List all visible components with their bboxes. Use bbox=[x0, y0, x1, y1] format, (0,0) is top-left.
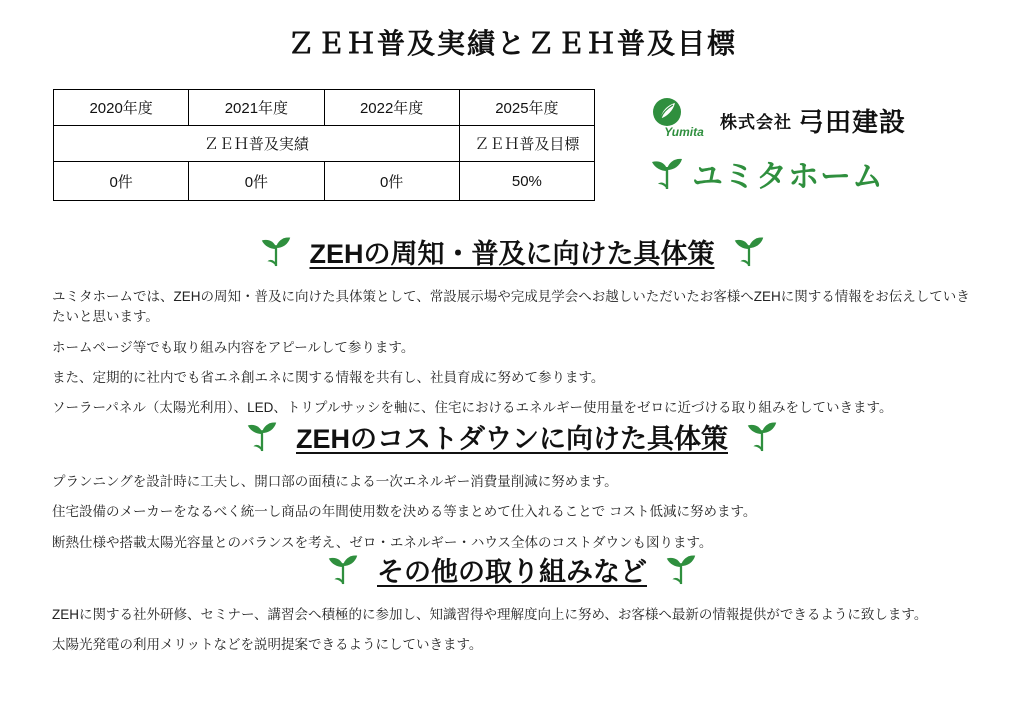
sprout-icon bbox=[744, 415, 780, 458]
sprout-icon bbox=[258, 230, 294, 273]
section-awareness-body bbox=[0, 287, 1024, 418]
yumita-logo-mark bbox=[648, 97, 720, 143]
table-cell-value-2: 0件 bbox=[189, 162, 324, 201]
leaf-circle-icon bbox=[652, 97, 682, 127]
section-cost-title: ZEHのコストダウンに向けた具体策 bbox=[296, 424, 728, 454]
section-other-title: その他の取り組みなど bbox=[377, 557, 647, 587]
table-row-labels bbox=[54, 126, 595, 162]
table-cell-label-results: ＺＥＨ普及実績 bbox=[54, 126, 460, 162]
page-title: ＺＥＨ普及実績とＺＥＨ普及目標 bbox=[286, 28, 737, 59]
sprout-icon bbox=[731, 230, 767, 273]
paragraph: 断熱仕様や搭載太陽光容量とのバランスを考え、ゼロ・エネルギー・ハウス全体のコストダウンも図ります。 bbox=[52, 534, 713, 550]
sprout-icon bbox=[244, 415, 280, 458]
section-cost bbox=[0, 415, 1024, 563]
paragraph: ユミタホームでは、ZEHの周知・普及に向けた具体策として、常設展示場や完成見学会へお越しいただいたお客様へZEHに関する情報をお伝えしていきたいと思います。 bbox=[52, 289, 970, 325]
section-awareness-title: ZEHの周知・普及に向けた具体策 bbox=[309, 239, 715, 269]
sprout-icon bbox=[663, 548, 699, 591]
zeh-results-table bbox=[53, 89, 595, 201]
table-cell-year-1: 2020年度 bbox=[54, 90, 189, 126]
corporation-name: 弓田建設 bbox=[798, 106, 907, 137]
paragraph: 太陽光発電の利用メリットなどを説明提案できるようにしていきます。 bbox=[52, 637, 483, 653]
company-logo-block bbox=[648, 96, 948, 206]
paragraph: ホームページ等でも取り組み内容をアピールして参ります。 bbox=[52, 339, 415, 355]
yumita-mark-text: Yumita bbox=[664, 125, 704, 139]
section-other bbox=[0, 548, 1024, 666]
paragraph: ZEHに関する社外研修、セミナー、講習会へ積極的に参加し、知識習得や理解度向上に努め、お客様へ最新の情報提供ができるように致します。 bbox=[52, 607, 928, 622]
table-row-years bbox=[54, 90, 595, 126]
paragraph: 住宅設備のメーカーをなるべく統一し商品の年間使用数を決める等まとめて仕入れることで コスト低減に努めます。 bbox=[52, 504, 757, 520]
table-cell-value-4: 50% bbox=[459, 162, 594, 201]
section-other-heading-row bbox=[0, 548, 1024, 591]
brand-name-row bbox=[648, 148, 948, 198]
company-name-row bbox=[648, 96, 948, 144]
table-cell-year-2: 2021年度 bbox=[189, 90, 324, 126]
paragraph: また、定期的に社内でも省エネ創エネに関する情報を共有し、社員育成に努めて参ります。 bbox=[52, 369, 605, 385]
section-cost-heading-row bbox=[0, 415, 1024, 458]
sprout-icon bbox=[648, 151, 686, 196]
table-cell-label-target: ＺＥＨ普及目標 bbox=[459, 126, 594, 162]
section-awareness bbox=[0, 230, 1024, 428]
table-cell-value-3: 0件 bbox=[324, 162, 459, 201]
table-row-values bbox=[54, 162, 595, 201]
section-other-body bbox=[0, 605, 1024, 656]
corporation-prefix: 株式会社 bbox=[720, 112, 792, 132]
table-cell-year-4: 2025年度 bbox=[459, 90, 594, 126]
brand-name: ユミタホーム bbox=[692, 158, 884, 194]
sprout-icon bbox=[325, 548, 361, 591]
section-awareness-heading-row bbox=[0, 230, 1024, 273]
paragraph: ソーラーパネル（太陽光利用）、LED、トリプルサッシを軸に、住宅におけるエネルギー使用量をゼロに近づける取り組みをしていきます。 bbox=[52, 400, 893, 415]
paragraph: プランニングを設計時に工夫し、開口部の面積による一次エネルギー消費量削減に努めます。 bbox=[52, 474, 618, 489]
table-cell-value-1: 0件 bbox=[54, 162, 189, 201]
table-cell-year-3: 2022年度 bbox=[324, 90, 459, 126]
section-cost-body bbox=[0, 472, 1024, 553]
